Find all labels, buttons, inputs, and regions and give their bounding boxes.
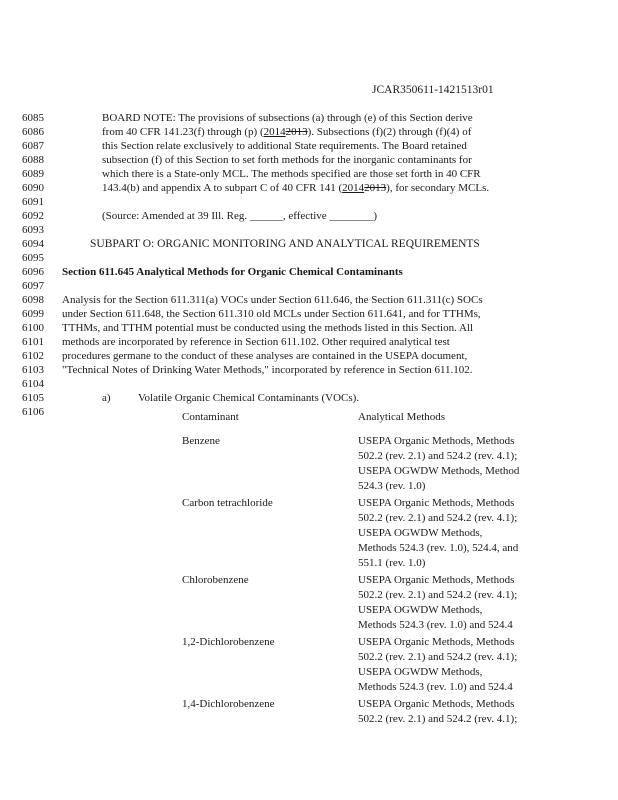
line-number: 6103 — [22, 364, 44, 376]
line-number: 6088 — [22, 154, 44, 166]
contaminant-name: 1,2-Dichlorobenzene — [182, 636, 275, 648]
body-line: "Technical Notes of Drinking Water Methods," incorporated by reference in Section 611.102. — [62, 364, 473, 376]
table-row — [182, 573, 542, 635]
line-number: 6101 — [22, 336, 44, 348]
method-line: 502.2 (rev. 2.1) and 524.2 (rev. 4.1); — [358, 450, 518, 462]
section-title: Section 611.645 Analytical Methods for Organic Chemical Contaminants — [62, 266, 403, 278]
board-note-line: 143.4(b) and appendix A to subpart C of 40 CFR 141 (20142013), for secondary MCLs. — [102, 182, 490, 194]
line-number: 6092 — [22, 210, 44, 222]
method-line: USEPA Organic Methods, Methods — [358, 435, 515, 447]
inserted-text: 2014 — [342, 182, 365, 194]
line-number: 6086 — [22, 126, 44, 138]
method-line: 524.3 (rev. 1.0) — [358, 480, 426, 492]
table-row — [182, 697, 542, 729]
analytical-methods-table — [182, 410, 542, 729]
inserted-text: 2014 — [263, 126, 286, 138]
line-number: 6099 — [22, 308, 44, 320]
method-line: Methods 524.3 (rev. 1.0) and 524.4 — [358, 681, 513, 693]
body-line: Analysis for the Section 611.311(a) VOCs under Section 611.646, the Section 611.311(c) SOCs — [62, 294, 483, 306]
board-note-line: which there is a State-only MCL. The methods specified are those set forth in 40 CFR — [102, 168, 481, 180]
line-number: 6091 — [22, 196, 44, 208]
deleted-text: 2013 — [285, 126, 308, 138]
method-line: USEPA Organic Methods, Methods — [358, 636, 515, 648]
subsection-a-label: a) — [102, 392, 111, 404]
table-row — [182, 635, 542, 697]
source-note: (Source: Amended at 39 Ill. Reg. ______, effective ________) — [102, 210, 378, 222]
method-line: USEPA Organic Methods, Methods — [358, 698, 515, 710]
line-number: 6102 — [22, 350, 44, 362]
line-number: 6095 — [22, 252, 44, 264]
method-line: USEPA OGWDW Methods, Method — [358, 465, 520, 477]
board-note-line: BOARD NOTE: The provisions of subsections (a) through (e) of this Section derive — [102, 112, 473, 124]
line-number: 6098 — [22, 294, 44, 306]
line-number: 6090 — [22, 182, 44, 194]
line-number: 6087 — [22, 140, 44, 152]
line-number: 6100 — [22, 322, 44, 334]
line-number: 6094 — [22, 238, 44, 250]
column-header-methods: Analytical Methods — [358, 411, 446, 423]
line-number: 6105 — [22, 392, 44, 404]
method-line: USEPA Organic Methods, Methods — [358, 497, 515, 509]
board-note-line: this Section relate exclusively to additional State requirements. The Board retained — [102, 140, 467, 152]
contaminant-name: Chlorobenzene — [182, 574, 249, 586]
method-line: 502.2 (rev. 2.1) and 524.2 (rev. 4.1); — [358, 651, 518, 663]
line-number: 6106 — [22, 406, 44, 418]
body-line: under Section 611.648, the Section 611.310 old MCLs under Section 611.641, and for TTHMs, — [62, 308, 481, 320]
method-line: USEPA OGWDW Methods, — [358, 527, 483, 539]
body-line: methods are incorporated by reference in Section 611.102. Other required analytical test — [62, 336, 450, 348]
line-number: 6104 — [22, 378, 44, 390]
method-line: USEPA Organic Methods, Methods — [358, 574, 515, 586]
board-note-line: from 40 CFR 141.23(f) through (p) (20142013). Subsections (f)(2) through (f)(4) of — [102, 126, 472, 138]
line-number: 6097 — [22, 280, 44, 292]
subsection-a-title: Volatile Organic Chemical Contaminants (VOCs). — [138, 392, 360, 404]
table-header-row — [182, 410, 542, 434]
method-line: Methods 524.3 (rev. 1.0), 524.4, and — [358, 542, 519, 554]
method-line: 551.1 (rev. 1.0) — [358, 557, 426, 569]
column-header-contaminant: Contaminant — [182, 411, 239, 423]
board-note-line: subsection (f) of this Section to set forth methods for the inorganic contaminants for — [102, 154, 472, 166]
method-line: USEPA OGWDW Methods, — [358, 604, 483, 616]
line-number: 6096 — [22, 266, 44, 278]
table-row — [182, 496, 542, 573]
method-line: 502.2 (rev. 2.1) and 524.2 (rev. 4.1); — [358, 713, 518, 725]
deleted-text: 2013 — [364, 182, 387, 194]
contaminant-name: Carbon tetrachloride — [182, 497, 273, 509]
body-line: TTHMs, and TTHM potential must be conducted using the methods listed in this Section. All — [62, 322, 474, 334]
line-number: 6093 — [22, 224, 44, 236]
method-line: Methods 524.3 (rev. 1.0) and 524.4 — [358, 619, 513, 631]
contaminant-name: 1,4-Dichlorobenzene — [182, 698, 275, 710]
table-row — [182, 434, 542, 496]
line-number: 6085 — [22, 112, 44, 124]
method-line: USEPA OGWDW Methods, — [358, 666, 483, 678]
body-line: procedures germane to the conduct of these analyses are contained in the USEPA document, — [62, 350, 468, 362]
contaminant-name: Benzene — [182, 435, 220, 447]
method-line: 502.2 (rev. 2.1) and 524.2 (rev. 4.1); — [358, 512, 518, 524]
line-number: 6089 — [22, 168, 44, 180]
subpart-title: SUBPART O: ORGANIC MONITORING AND ANALYTICAL REQUIREMENTS — [90, 238, 480, 250]
method-line: 502.2 (rev. 2.1) and 524.2 (rev. 4.1); — [358, 589, 518, 601]
document-id-header: JCAR350611-1421513r01 — [372, 84, 494, 96]
